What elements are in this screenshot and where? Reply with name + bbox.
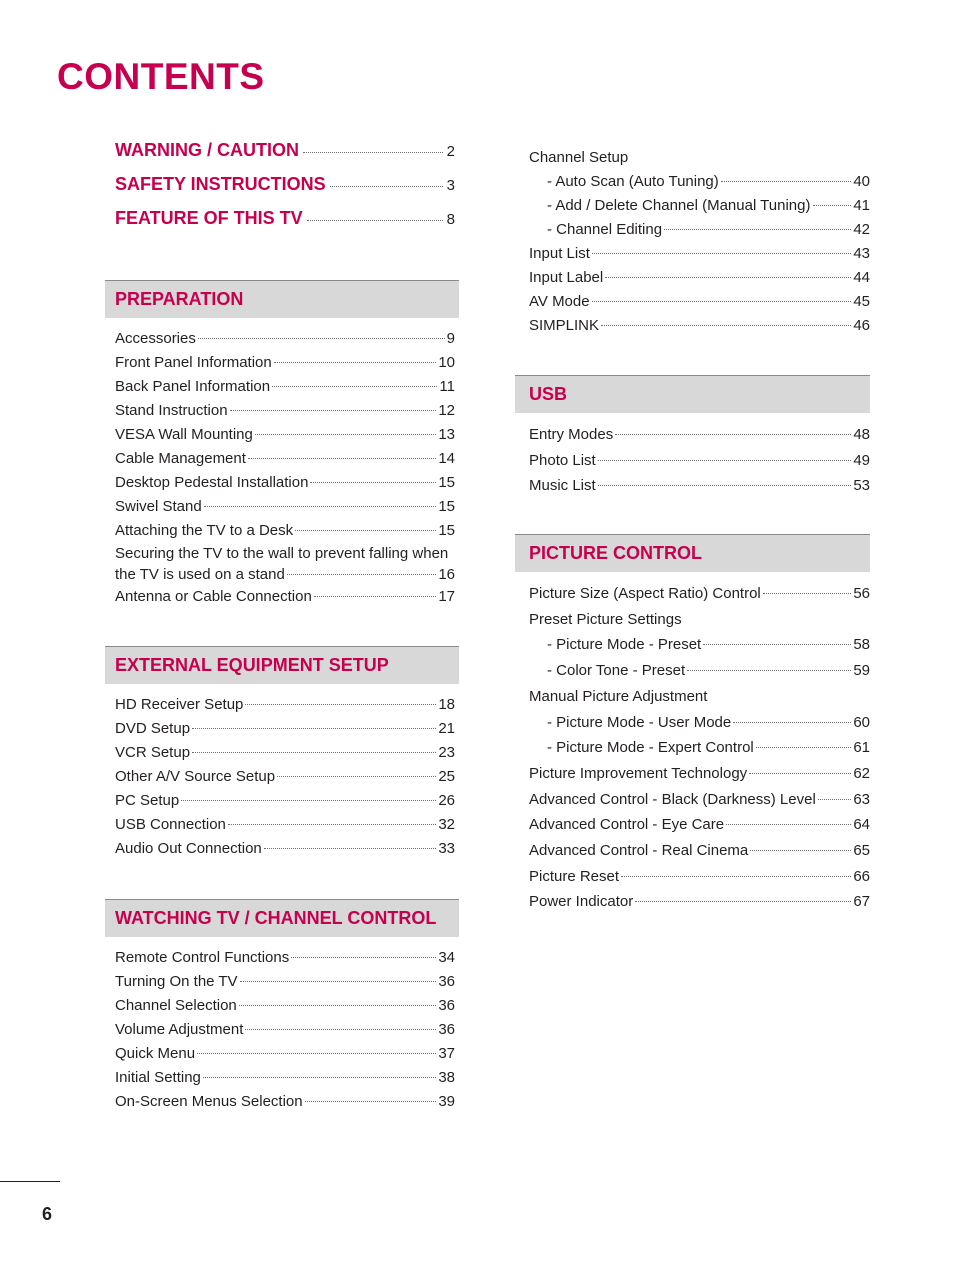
toc-entry-label: Accessories [115, 330, 196, 347]
section-heading[interactable]: USB [515, 375, 870, 413]
toc-page-number: 21 [438, 720, 455, 737]
left-column [105, 140, 459, 1114]
toc-page-number: 11 [439, 378, 455, 395]
toc-page-number: 58 [853, 636, 870, 654]
toc-entry[interactable] [529, 448, 870, 474]
toc-entry[interactable] [115, 837, 455, 861]
toc-entry[interactable] [529, 473, 870, 499]
dot-leader [605, 277, 851, 278]
toc-page-number: 23 [438, 744, 455, 761]
toc-entry-label: - Add / Delete Channel (Manual Tuning) [547, 197, 811, 214]
toc-entry-label: Attaching the TV to a Desk [115, 522, 294, 539]
toc-entry[interactable] [115, 351, 455, 375]
toc-entry-label: Picture Improvement Technology [529, 764, 748, 782]
toc-entry[interactable] [115, 327, 455, 351]
toc-entry-feature[interactable] [115, 208, 455, 242]
section-list [105, 318, 459, 609]
section-list [105, 684, 459, 861]
footer-rule [0, 1181, 60, 1182]
toc-page-number: 56 [853, 585, 870, 603]
toc-entry-label: Entry Modes [529, 426, 614, 443]
toc-entry[interactable] [529, 194, 870, 218]
toc-page-number: 62 [853, 764, 870, 782]
dot-leader [305, 1101, 437, 1102]
toc-entry[interactable] [115, 813, 455, 837]
toc-page-number: 65 [853, 841, 870, 859]
toc-entry[interactable] [115, 693, 455, 717]
toc-entry-label: Volume Adjustment [115, 1021, 244, 1038]
toc-entry-label: Cable Management [115, 450, 246, 467]
dot-leader [198, 338, 445, 339]
dot-leader [303, 152, 443, 153]
toc-entry[interactable] [529, 422, 870, 448]
toc-entry-label: Swivel Stand [115, 498, 202, 515]
toc-entry[interactable] [529, 812, 870, 838]
toc-entry-label: Advanced Control - Eye Care [529, 816, 725, 834]
toc-entry[interactable] [529, 290, 870, 314]
toc-page-number: 15 [438, 522, 455, 539]
section-external-equipment [105, 646, 459, 861]
toc-page-number: 39 [438, 1093, 455, 1110]
toc-entry[interactable] [115, 375, 455, 399]
toc-entry[interactable] [115, 946, 455, 970]
toc-entry-label: Manual Picture Adjustment [529, 687, 708, 705]
toc-page-number: 3 [446, 177, 455, 194]
toc-page-number: 53 [853, 477, 870, 495]
toc-entry[interactable] [529, 787, 870, 813]
toc-page-number: 46 [853, 317, 870, 334]
toc-page-number: 45 [853, 293, 870, 310]
page-number: 6 [42, 1204, 53, 1224]
toc-page-number: 64 [853, 816, 870, 834]
dot-leader [721, 181, 852, 182]
toc-entry-label: Securing the TV to the wall to prevent falling when [115, 545, 449, 562]
toc-entry-label: Music List [529, 477, 596, 495]
toc-page-number: 37 [438, 1045, 455, 1062]
toc-entry[interactable] [529, 735, 870, 761]
toc-page-number: 42 [853, 221, 870, 238]
dot-leader [615, 434, 851, 435]
toc-entry-label: WARNING / CAUTION [115, 140, 299, 160]
toc-entry[interactable] [529, 838, 870, 864]
dot-leader [749, 773, 851, 774]
dot-leader [274, 362, 437, 363]
toc-entry-label: Channel Setup [529, 149, 629, 166]
toc-page-number: 41 [853, 197, 870, 214]
toc-entry-label: - Auto Scan (Auto Tuning) [547, 173, 719, 190]
toc-entry[interactable] [115, 519, 455, 543]
dot-leader [687, 670, 851, 671]
dot-leader [192, 752, 436, 753]
toc-group-label[interactable] [529, 607, 870, 633]
toc-page-number: 15 [438, 498, 455, 515]
toc-page-number: 25 [438, 768, 455, 785]
toc-page-number: 14 [438, 450, 455, 467]
section-heading[interactable]: PREPARATION [105, 280, 459, 318]
toc-entry[interactable] [529, 218, 870, 242]
dot-leader [192, 728, 436, 729]
toc-page-number: 18 [438, 696, 455, 713]
toc-page-number: 36 [438, 1021, 455, 1038]
toc-entry[interactable] [529, 889, 870, 915]
toc-page-number: 33 [438, 840, 455, 857]
dot-leader [592, 301, 852, 302]
right-column [515, 140, 870, 915]
dot-leader [228, 824, 436, 825]
toc-page-number: 32 [438, 816, 455, 833]
toc-entry[interactable] [115, 970, 455, 994]
dot-leader [635, 901, 851, 902]
toc-entry[interactable] [115, 1018, 455, 1042]
section-list [105, 937, 459, 1114]
dot-leader [203, 1077, 436, 1078]
toc-entry-label: PC Setup [115, 792, 180, 809]
toc-entry[interactable] [115, 741, 455, 765]
dot-leader [181, 800, 436, 801]
toc-page-number: 2 [446, 143, 455, 160]
toc-page-number: 12 [438, 402, 455, 419]
dot-leader [756, 747, 852, 748]
toc-page-number: 34 [438, 949, 455, 966]
toc-page-number: 15 [438, 474, 455, 491]
toc-page-number: 8 [446, 211, 455, 228]
page-title: CONTENTS [57, 56, 265, 97]
toc-group-label[interactable] [529, 684, 870, 710]
toc-entry[interactable] [115, 1042, 455, 1066]
toc-entry-label: HD Receiver Setup [115, 696, 244, 713]
toc-entry[interactable] [115, 1066, 455, 1090]
dot-leader [255, 434, 436, 435]
toc-entry-label: Input Label [529, 269, 604, 286]
toc-entry[interactable] [529, 266, 870, 290]
toc-entry-label: Photo List [529, 451, 596, 469]
toc-entry-label: VESA Wall Mounting [115, 426, 253, 443]
dot-leader [204, 506, 437, 507]
toc-entry-label: Advanced Control - Real Cinema [529, 841, 749, 859]
dot-leader [264, 848, 437, 849]
toc-entry[interactable] [115, 495, 455, 519]
toc-page-number: 13 [438, 426, 455, 443]
dot-leader [330, 186, 443, 187]
toc-entry-label: SAFETY INSTRUCTIONS [115, 174, 326, 194]
toc-entry-wrapped[interactable] [115, 543, 455, 585]
toc-entry[interactable] [529, 242, 870, 266]
dot-leader [601, 325, 851, 326]
toc-entry-label: Initial Setting [115, 1069, 201, 1086]
section-preparation [105, 280, 459, 609]
dot-leader [295, 530, 436, 531]
dot-leader [310, 482, 436, 483]
dot-leader [726, 824, 851, 825]
channel-list [515, 140, 870, 338]
dot-leader [598, 460, 852, 461]
dot-leader [307, 220, 443, 221]
toc-entry-label: AV Mode [529, 293, 590, 310]
section-heading[interactable]: EXTERNAL EQUIPMENT SETUP [105, 646, 459, 684]
toc-entry[interactable] [115, 399, 455, 423]
dot-leader [664, 229, 851, 230]
toc-page-number: 36 [438, 997, 455, 1014]
toc-entry[interactable] [115, 471, 455, 495]
toc-entry[interactable] [529, 864, 870, 890]
toc-entry-label: Advanced Control - Black (Darkness) Level [529, 790, 816, 808]
toc-entry-label: Audio Out Connection [115, 840, 262, 857]
toc-entry[interactable] [529, 581, 870, 607]
toc-entry-warning[interactable] [115, 140, 455, 174]
toc-entry[interactable] [115, 447, 455, 471]
toc-entry-label: Other A/V Source Setup [115, 768, 276, 785]
top-entries [105, 140, 459, 242]
toc-entry-label: - Picture Mode - Preset [547, 636, 702, 654]
toc-entry[interactable] [115, 585, 455, 609]
toc-entry-label: Picture Size (Aspect Ratio) Control [529, 585, 761, 603]
toc-entry-label: USB Connection [115, 816, 226, 833]
toc-page-number: 66 [853, 867, 870, 885]
dot-leader [733, 722, 851, 723]
toc-entry-label: Antenna or Cable Connection [115, 588, 312, 605]
toc-entry-label: Back Panel Information [115, 378, 271, 395]
toc-page-number: 43 [853, 245, 870, 262]
toc-page-number: 9 [446, 330, 455, 347]
toc-entry[interactable] [115, 789, 455, 813]
toc-entry-label: - Channel Editing [547, 221, 663, 238]
toc-entry[interactable] [529, 314, 870, 338]
toc-page-number: 40 [853, 173, 870, 190]
dot-leader [763, 593, 852, 594]
dot-leader [703, 644, 851, 645]
toc-page-number: 17 [438, 588, 455, 605]
dot-leader [245, 1029, 436, 1030]
dot-leader [277, 776, 436, 777]
toc-entry-label: Power Indicator [529, 893, 634, 911]
toc-entry-label: Picture Reset [529, 867, 620, 885]
toc-entry-label: the TV is used on a stand [115, 566, 285, 583]
dot-leader [592, 253, 851, 254]
toc-entry[interactable] [115, 994, 455, 1018]
dot-leader [287, 574, 436, 575]
section-list [515, 572, 870, 915]
toc-entry-label: FEATURE OF THIS TV [115, 208, 303, 228]
toc-entry-label: - Picture Mode - User Mode [547, 713, 732, 731]
toc-entry-label: - Picture Mode - Expert Control [547, 739, 754, 757]
toc-entry-label: Front Panel Information [115, 354, 272, 371]
section-picture-control [515, 534, 870, 915]
dot-leader [245, 704, 436, 705]
toc-entry[interactable] [115, 1090, 455, 1114]
toc-entry-label: VCR Setup [115, 744, 191, 761]
toc-page-number: 61 [853, 739, 870, 757]
dot-leader [239, 1005, 437, 1006]
toc-entry-safety[interactable] [115, 174, 455, 208]
toc-page-number: 48 [853, 426, 870, 443]
toc-entry-label: Quick Menu [115, 1045, 196, 1062]
toc-entry-label: Remote Control Functions [115, 949, 290, 966]
toc-page-number: 49 [853, 451, 870, 469]
dot-leader [750, 850, 851, 851]
dot-leader [272, 386, 437, 387]
toc-entry-label: - Color Tone - Preset [547, 662, 686, 680]
toc-page-number: 60 [853, 713, 870, 731]
toc-entry[interactable] [529, 658, 870, 684]
toc-entry[interactable] [529, 710, 870, 736]
toc-entry[interactable] [529, 170, 870, 194]
dot-leader [291, 957, 436, 958]
toc-entry[interactable] [115, 423, 455, 447]
toc-entry-label: Channel Selection [115, 997, 237, 1014]
dot-leader [240, 981, 437, 982]
toc-entry[interactable] [529, 761, 870, 787]
toc-page-number: 26 [438, 792, 455, 809]
section-list [515, 413, 870, 499]
section-heading[interactable]: WATCHING TV / CHANNEL CONTROL [105, 899, 459, 937]
dot-leader [621, 876, 851, 877]
toc-entry[interactable] [115, 717, 455, 741]
toc-entry-label: Preset Picture Settings [529, 610, 682, 628]
toc-entry-label: Input List [529, 245, 590, 262]
toc-page-number: 10 [438, 354, 455, 371]
dot-leader [248, 458, 436, 459]
section-watching-tv [105, 899, 459, 1114]
dot-leader [230, 410, 437, 411]
toc-group-label[interactable] [529, 146, 870, 170]
toc-page-number: 63 [853, 790, 870, 808]
toc-entry-label: On-Screen Menus Selection [115, 1093, 303, 1110]
toc-entry-label: SIMPLINK [529, 317, 600, 334]
toc-entry[interactable] [115, 765, 455, 789]
toc-entry-label: Desktop Pedestal Installation [115, 474, 309, 491]
dot-leader [598, 485, 852, 486]
toc-entry[interactable] [529, 632, 870, 658]
dot-leader [813, 205, 852, 206]
toc-page-number: 44 [853, 269, 870, 286]
toc-page-number: 36 [438, 973, 455, 990]
dot-leader [197, 1053, 436, 1054]
section-usb [515, 375, 870, 499]
toc-entry-label: Turning On the TV [115, 973, 238, 990]
toc-entry-label: DVD Setup [115, 720, 191, 737]
toc-page-number: 59 [853, 662, 870, 680]
dot-leader [818, 799, 852, 800]
toc-entry-label: Stand Instruction [115, 402, 228, 419]
toc-page-number: 38 [438, 1069, 455, 1086]
toc-page-number: 67 [853, 893, 870, 911]
dot-leader [314, 596, 437, 597]
section-heading[interactable]: PICTURE CONTROL [515, 534, 870, 572]
toc-page-number: 16 [438, 566, 455, 583]
